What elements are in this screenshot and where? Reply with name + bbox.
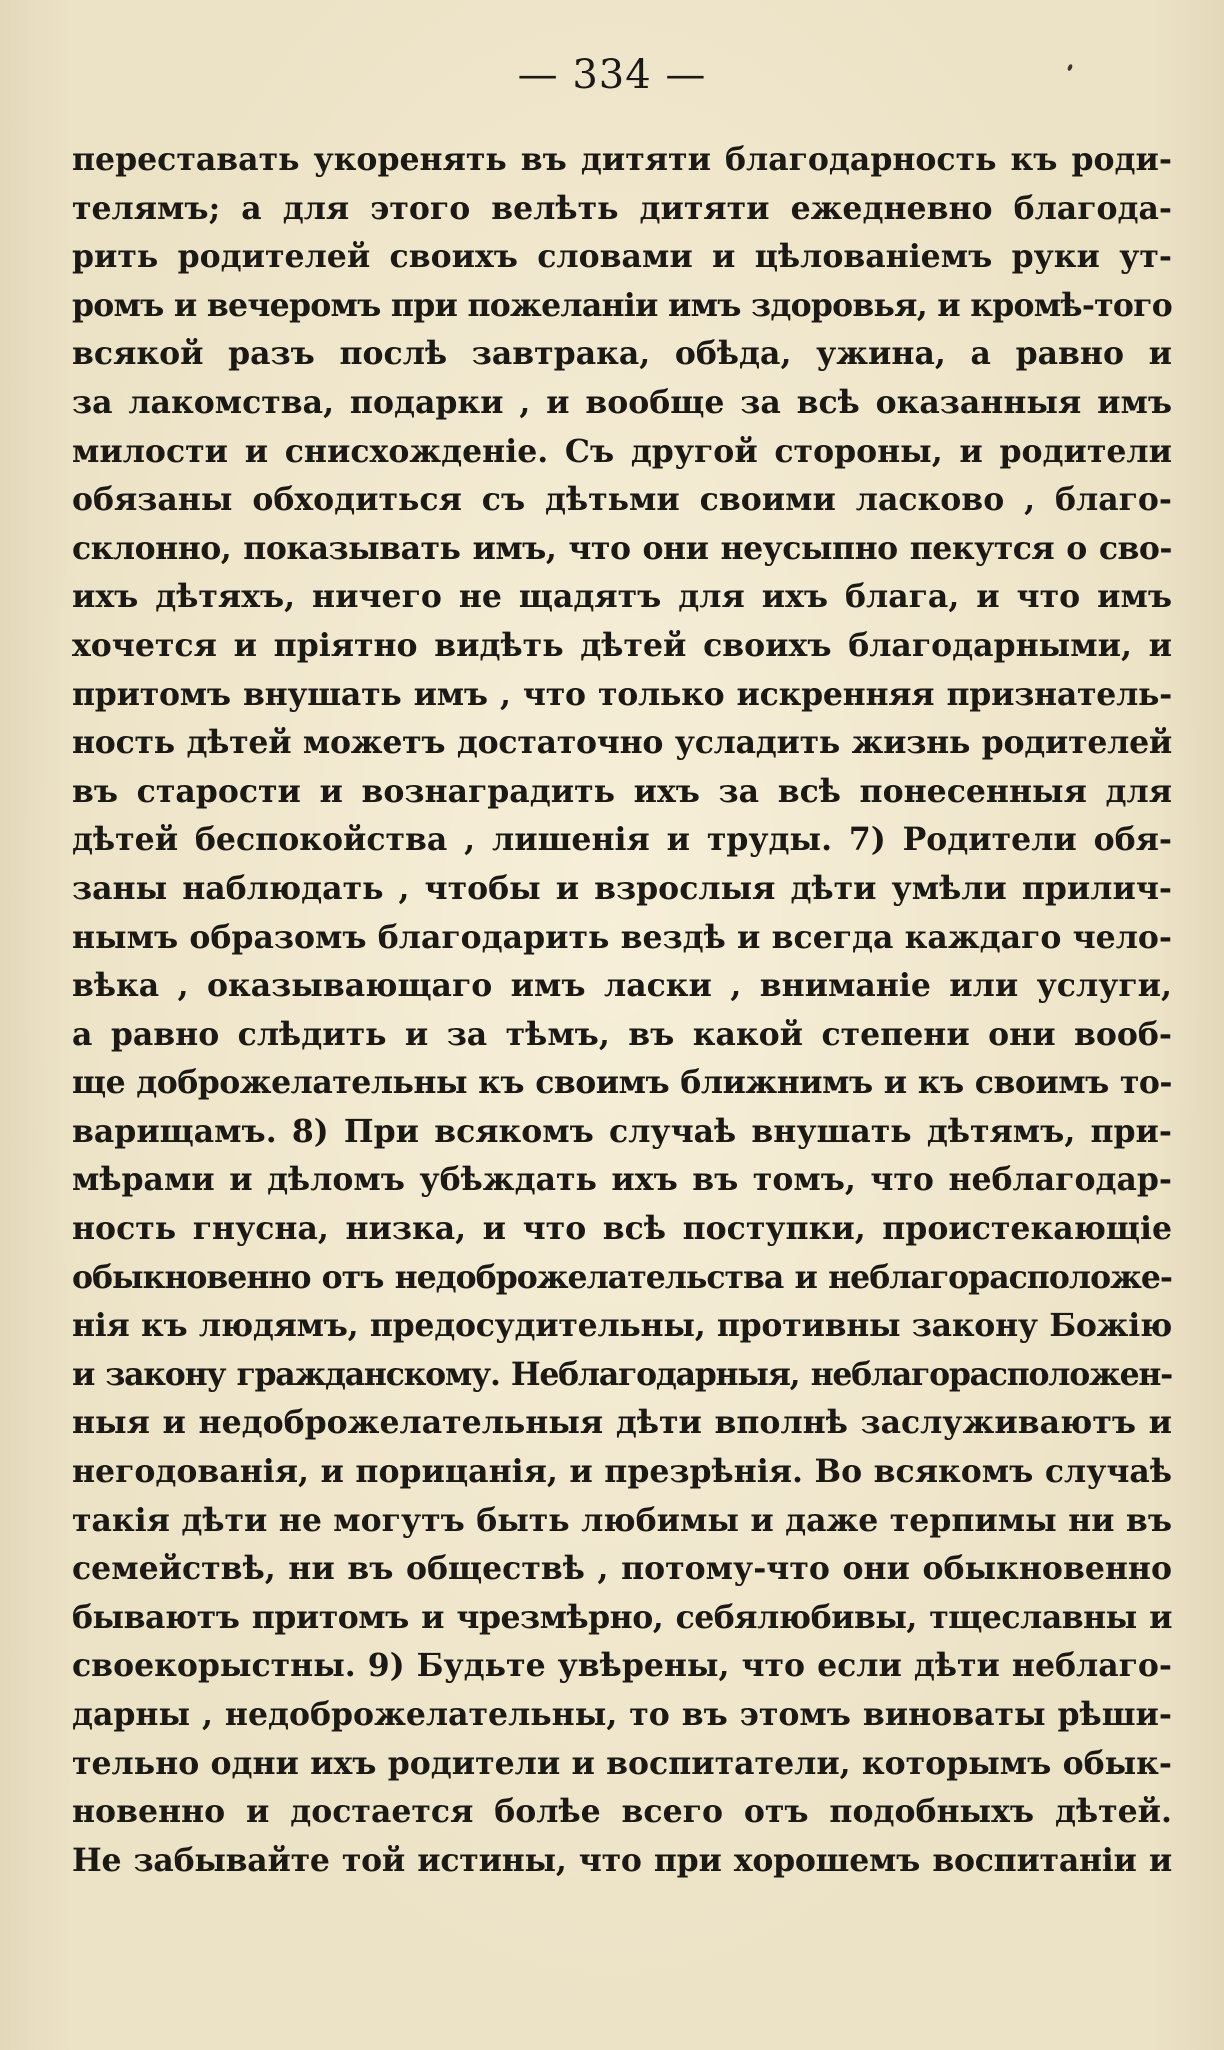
text-line: всякой разъ послѣ завтрака, обѣда, ужина, а равно и — [72, 335, 1172, 373]
text-line: за лакомства, подарки , и вообще за всѣ оказанныя имъ — [72, 383, 1172, 421]
text-line: заны наблюдать , чтобы и взрослыя дѣти умѣли прилич- — [72, 869, 1172, 907]
text-line: ромъ и вечеромъ при пожеланіи имъ здоровья, и кромѣ-того — [72, 286, 1172, 324]
text-line: обязаны обходиться съ дѣтьми своими ласково , благо- — [72, 481, 1172, 519]
text-line: варищамъ. 8) При всякомъ случаѣ внушать дѣтямъ, при- — [72, 1112, 1172, 1150]
page-number: — 334 — — [517, 52, 707, 98]
text-line: бываютъ притомъ и чрезмѣрно, себялюбивы, тщеславны и — [72, 1598, 1172, 1636]
text-line: нія къ людямъ, предосудительны, противны закону Божію — [72, 1307, 1172, 1345]
text-line: въ старости и вознаградить ихъ за всѣ понесенныя для — [72, 772, 1172, 810]
text-line: новенно и достается болѣе всего отъ подобныхъ дѣтей. — [72, 1793, 1172, 1831]
text-line: обыкновенно отъ недоброжелательства и неблагорасположе- — [72, 1258, 1172, 1296]
text-line: рить родителей своихъ словами и цѣлованіемъ руки ут- — [72, 238, 1172, 276]
text-line: дарны , недоброжелательны, то въ этомъ виноваты рѣши- — [72, 1696, 1172, 1733]
text-line: дѣтей беспокойства , лишенія и труды. 7) Родители обя- — [72, 821, 1172, 859]
text-line: переставать укоренять въ дитяти благодарность къ роди- — [72, 141, 1172, 178]
text-line: ихъ дѣтяхъ, ничего не щадятъ для ихъ блага, и что имъ — [72, 578, 1172, 616]
text-line: своекорыстны. 9) Будьте увѣрены, что если дѣти неблаго- — [72, 1647, 1172, 1685]
text-line: а равно слѣдить и за тѣмъ, въ какой степени они вооб- — [72, 1015, 1172, 1053]
text-line: притомъ внушать имъ , что только искренняя признатель- — [72, 675, 1172, 713]
text-line: милости и снисхожденіе. Съ другой стороны, и родители — [72, 432, 1172, 470]
text-line: ность дѣтей можетъ достаточно усладить жизнь родителей — [72, 724, 1172, 762]
text-line: семействѣ, ни въ обществѣ , потому-что они обыкновенно — [72, 1550, 1172, 1588]
body-text — [72, 136, 1172, 1885]
text-line: мѣрами и дѣломъ убѣждать ихъ въ томъ, что неблагодар- — [72, 1161, 1172, 1199]
text-line: хочется и пріятно видѣть дѣтей своихъ благодарными, и — [72, 626, 1172, 664]
text-line: негодованія, и порицанія, и презрѣнія. Во всякомъ случаѣ — [72, 1453, 1172, 1491]
text-line: ныя и недоброжелательныя дѣти вполнѣ заслуживаютъ и — [72, 1404, 1172, 1442]
text-line: вѣка , оказывающаго имъ ласки , вниманіе или услуги, — [72, 967, 1172, 1005]
text-line: нымъ образомъ благодарить вездѣ и всегда каждаго чело- — [72, 918, 1172, 956]
text-line: такія дѣти не могутъ быть любимы и даже терпимы ни въ — [72, 1501, 1172, 1539]
text-line: тельно одни ихъ родители и воспитатели, которымъ обык- — [72, 1744, 1172, 1782]
text-line: склонно, показывать имъ, что они неусыпно пекутся о сво- — [72, 529, 1172, 567]
text-line: Не забывайте той истины, что при хорошемъ воспитаніи и — [72, 1841, 1172, 1879]
text-line: и закону гражданскому. Неблагодарныя, неблагорасположен- — [72, 1355, 1172, 1393]
text-line: ность гнусна, низка, и что всѣ поступки, проистекающіе — [72, 1210, 1172, 1248]
text-line: ще доброжелательны къ своимъ ближнимъ и къ своимъ то- — [72, 1064, 1172, 1102]
text-line: телямъ; а для этого велѣть дитяти ежедневно благода- — [72, 189, 1172, 227]
